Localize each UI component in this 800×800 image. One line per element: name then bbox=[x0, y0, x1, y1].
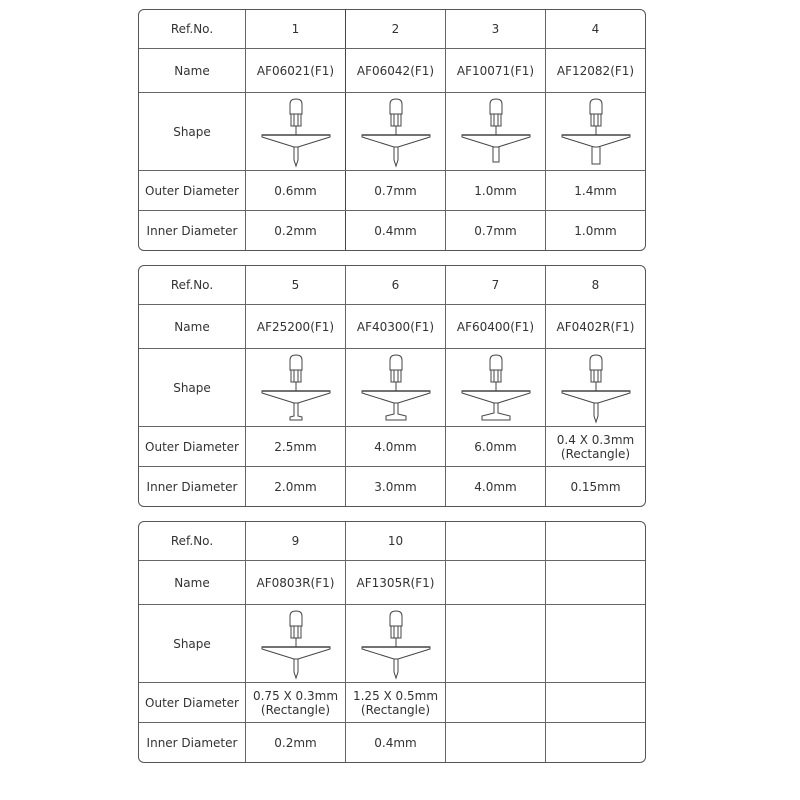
cell-shape bbox=[245, 605, 345, 682]
inner-value: 3.0mm bbox=[374, 479, 417, 494]
outer-diameter-value: 1.4mm bbox=[574, 183, 617, 198]
row-name bbox=[139, 48, 645, 92]
cell-shape bbox=[445, 93, 545, 170]
cell-inner bbox=[545, 723, 645, 762]
row-label-text: Inner Diameter bbox=[146, 223, 238, 238]
outer-diameter-value: 2.5mm bbox=[274, 439, 317, 454]
row-label-outer bbox=[139, 171, 245, 210]
outer-diameter-value: 0.7mm bbox=[374, 183, 417, 198]
row-label-text: Shape bbox=[173, 124, 211, 139]
cell-outer bbox=[445, 683, 545, 722]
outer-diameter-note: (Rectangle) bbox=[360, 702, 431, 717]
cell-ref bbox=[445, 522, 545, 560]
cell-inner bbox=[245, 211, 345, 250]
cell-name bbox=[545, 305, 645, 348]
row-label-text: Ref.No. bbox=[170, 22, 214, 36]
cell-name bbox=[345, 561, 445, 604]
row-label-text: Shape bbox=[173, 380, 211, 395]
outer-diameter-value: 0.6mm bbox=[274, 183, 317, 198]
cell-outer bbox=[545, 683, 645, 722]
cell-outer bbox=[545, 427, 645, 466]
name-value: AF25200(F1) bbox=[256, 319, 335, 334]
cell-ref bbox=[345, 522, 445, 560]
outer-diameter-value: 1.0mm bbox=[474, 183, 517, 198]
row-outer bbox=[139, 170, 645, 210]
row-label-inner bbox=[139, 723, 245, 762]
row-label-outer bbox=[139, 683, 245, 722]
inner-value: 0.15mm bbox=[570, 479, 621, 494]
name-value: AF12082(F1) bbox=[556, 63, 635, 78]
nozzle-icon-foot-small bbox=[254, 350, 338, 426]
row-label-shape bbox=[139, 605, 245, 682]
cell-shape bbox=[545, 605, 645, 682]
name-value: AF0803R(F1) bbox=[256, 575, 335, 590]
cell-inner bbox=[545, 211, 645, 250]
cell-inner bbox=[545, 467, 645, 506]
row-label-text: Ref.No. bbox=[170, 534, 214, 548]
name-value: AF10071(F1) bbox=[456, 63, 535, 78]
row-inner bbox=[139, 210, 645, 250]
row-label-text: Inner Diameter bbox=[146, 735, 238, 750]
nozzle-icon-thin-tip bbox=[554, 350, 638, 426]
cell-ref bbox=[345, 10, 445, 48]
row-label-text: Shape bbox=[173, 636, 211, 651]
cell-shape bbox=[345, 349, 445, 426]
cell-shape bbox=[445, 349, 545, 426]
cell-name bbox=[445, 49, 545, 92]
cell-inner bbox=[345, 723, 445, 762]
cell-inner bbox=[445, 211, 545, 250]
row-label-text: Inner Diameter bbox=[146, 479, 238, 494]
row-label-name bbox=[139, 305, 245, 348]
row-name bbox=[139, 304, 645, 348]
inner-value: 2.0mm bbox=[274, 479, 317, 494]
row-label-name bbox=[139, 561, 245, 604]
cell-outer bbox=[445, 171, 545, 210]
row-label-shape bbox=[139, 93, 245, 170]
ref-value: 5 bbox=[291, 278, 300, 292]
ref-value: 2 bbox=[391, 22, 400, 36]
name-value: AF1305R(F1) bbox=[356, 575, 435, 590]
name-value: AF40300(F1) bbox=[356, 319, 435, 334]
row-label-inner bbox=[139, 211, 245, 250]
row-label-shape bbox=[139, 349, 245, 426]
ref-value: 4 bbox=[591, 22, 600, 36]
name-value: AF60400(F1) bbox=[456, 319, 535, 334]
row-shape bbox=[139, 92, 645, 170]
row-label-inner bbox=[139, 467, 245, 506]
cell-name bbox=[445, 561, 545, 604]
cell-name bbox=[345, 305, 445, 348]
row-ref bbox=[139, 266, 645, 304]
row-label-text: Name bbox=[174, 319, 210, 334]
cell-shape bbox=[445, 605, 545, 682]
cell-ref bbox=[245, 266, 345, 304]
row-label-name bbox=[139, 49, 245, 92]
nozzle-icon-foot-large bbox=[454, 350, 538, 426]
nozzle-icon-thin-tip bbox=[354, 94, 438, 170]
row-label-text: Outer Diameter bbox=[145, 183, 239, 198]
row-label-text: Name bbox=[174, 63, 210, 78]
cell-outer bbox=[445, 427, 545, 466]
cell-ref bbox=[445, 266, 545, 304]
row-outer bbox=[139, 682, 645, 722]
inner-value: 0.4mm bbox=[374, 223, 417, 238]
cell-outer bbox=[245, 683, 345, 722]
inner-value: 0.2mm bbox=[274, 735, 317, 750]
name-value: AF0402R(F1) bbox=[556, 319, 635, 334]
inner-value: 0.2mm bbox=[274, 223, 317, 238]
row-inner bbox=[139, 722, 645, 762]
cell-shape bbox=[345, 93, 445, 170]
cell-ref bbox=[445, 10, 545, 48]
outer-diameter-value: 1.25 X 0.5mm bbox=[352, 688, 439, 703]
cell-ref bbox=[545, 10, 645, 48]
name-value: AF06021(F1) bbox=[256, 63, 335, 78]
row-label-ref bbox=[139, 10, 245, 48]
cell-outer bbox=[345, 683, 445, 722]
row-label-ref bbox=[139, 522, 245, 560]
cell-inner bbox=[445, 467, 545, 506]
cell-shape bbox=[545, 93, 645, 170]
row-ref bbox=[139, 10, 645, 48]
nozzle-icon-medium-tip bbox=[454, 94, 538, 170]
cell-ref bbox=[545, 266, 645, 304]
cell-name bbox=[545, 49, 645, 92]
row-outer bbox=[139, 426, 645, 466]
inner-value: 4.0mm bbox=[474, 479, 517, 494]
cell-shape bbox=[245, 349, 345, 426]
row-label-ref bbox=[139, 266, 245, 304]
cell-outer bbox=[345, 427, 445, 466]
cell-shape bbox=[545, 349, 645, 426]
nozzle-icon-thin-tip bbox=[354, 606, 438, 682]
spec-table-2 bbox=[138, 265, 646, 507]
cell-outer bbox=[345, 171, 445, 210]
cell-outer bbox=[245, 171, 345, 210]
row-label-text: Outer Diameter bbox=[145, 695, 239, 710]
row-label-outer bbox=[139, 427, 245, 466]
inner-value: 0.4mm bbox=[374, 735, 417, 750]
cell-name bbox=[245, 561, 345, 604]
cell-inner bbox=[245, 723, 345, 762]
cell-inner bbox=[345, 211, 445, 250]
cell-name bbox=[245, 305, 345, 348]
nozzle-icon-wide-tip bbox=[554, 94, 638, 170]
row-shape bbox=[139, 348, 645, 426]
ref-value: 10 bbox=[387, 534, 404, 548]
outer-diameter-value: 0.4 X 0.3mm bbox=[556, 432, 635, 447]
cell-ref bbox=[245, 10, 345, 48]
row-label-text: Outer Diameter bbox=[145, 439, 239, 454]
nozzle-icon-thin-tip bbox=[254, 94, 338, 170]
outer-diameter-note: (Rectangle) bbox=[260, 702, 331, 717]
cell-outer bbox=[545, 171, 645, 210]
row-inner bbox=[139, 466, 645, 506]
ref-value: 9 bbox=[291, 534, 300, 548]
ref-value: 8 bbox=[591, 278, 600, 292]
cell-ref bbox=[245, 522, 345, 560]
cell-inner bbox=[445, 723, 545, 762]
nozzle-icon-thin-tip bbox=[254, 606, 338, 682]
outer-diameter-value: 0.75 X 0.3mm bbox=[252, 688, 339, 703]
ref-value: 3 bbox=[491, 22, 500, 36]
row-label-text: Ref.No. bbox=[170, 278, 214, 292]
cell-name bbox=[545, 561, 645, 604]
cell-shape bbox=[245, 93, 345, 170]
cell-outer bbox=[245, 427, 345, 466]
cell-inner bbox=[245, 467, 345, 506]
row-label-text: Name bbox=[174, 575, 210, 590]
nozzle-icon-foot-medium bbox=[354, 350, 438, 426]
cell-ref bbox=[345, 266, 445, 304]
outer-diameter-value: 4.0mm bbox=[374, 439, 417, 454]
inner-value: 0.7mm bbox=[474, 223, 517, 238]
ref-value: 6 bbox=[391, 278, 400, 292]
name-value: AF06042(F1) bbox=[356, 63, 435, 78]
row-ref bbox=[139, 522, 645, 560]
inner-value: 1.0mm bbox=[574, 223, 617, 238]
cell-ref bbox=[545, 522, 645, 560]
outer-diameter-note: (Rectangle) bbox=[560, 446, 631, 461]
row-shape bbox=[139, 604, 645, 682]
cell-name bbox=[245, 49, 345, 92]
row-name bbox=[139, 560, 645, 604]
cell-shape bbox=[345, 605, 445, 682]
outer-diameter-value: 6.0mm bbox=[474, 439, 517, 454]
ref-value: 7 bbox=[491, 278, 500, 292]
cell-inner bbox=[345, 467, 445, 506]
cell-name bbox=[345, 49, 445, 92]
cell-name bbox=[445, 305, 545, 348]
ref-value: 1 bbox=[291, 22, 300, 36]
spec-table-3 bbox=[138, 521, 646, 763]
spec-table-1 bbox=[138, 9, 646, 251]
